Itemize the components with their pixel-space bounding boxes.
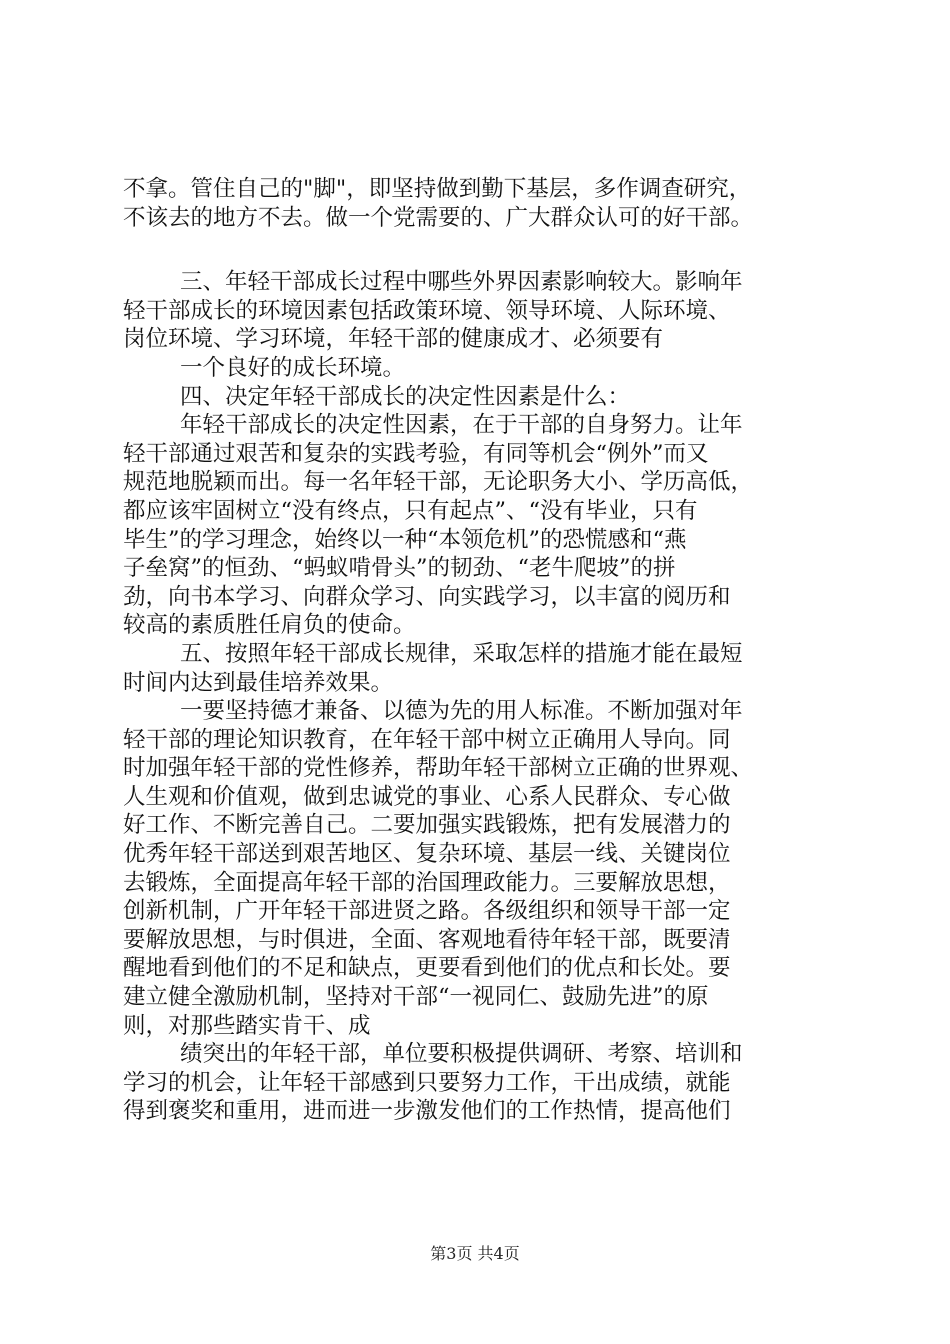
- section-heading-5: 五、按照年轻干部成长规律，采取怎样的措施才能在最短: [180, 640, 743, 667]
- text-line: 轻干部通过艰苦和复杂的实践考验，有同等机会“例外”而又: [123, 440, 709, 467]
- text-line: 创新机制，广开年轻干部进贤之路。各级组织和领导干部一定: [123, 898, 731, 925]
- text-line: 人生观和价值观，做到忠诚党的事业、心系人民群众、专心做: [123, 783, 731, 810]
- text-line: 一个良好的成长环境。: [180, 354, 406, 381]
- text-line: 好工作、不断完善自己。二要加强实践锻炼，把有发展潜力的: [123, 812, 731, 839]
- text-line: 绩突出的年轻干部，单位要积极提供调研、考察、培训和: [180, 1041, 743, 1068]
- text-line: 轻干部的理论知识教育，在年轻干部中树立正确用人导向。同: [123, 726, 731, 753]
- text-line: 时加强年轻干部的党性修养，帮助年轻干部树立正确的世界观、: [123, 755, 754, 782]
- text-line: 劲，向书本学习、向群众学习、向实践学习，以丰富的阅历和: [123, 583, 731, 610]
- text-line: 年轻干部成长的决定性因素，在于干部的自身努力。让年: [180, 412, 743, 439]
- text-line: 醒地看到他们的不足和缺点，更要看到他们的优点和长处。要: [123, 955, 731, 982]
- text-line: 时间内达到最佳培养效果。: [123, 669, 394, 696]
- text-line: 岗位环境、学习环境，年轻干部的健康成才、必须要有: [123, 326, 664, 353]
- text-line: 子垒窝”的恒劲、“蚂蚁啃骨头”的韧劲、“老牛爬坡”的拼: [123, 555, 676, 582]
- text-line: 不该去的地方不去。做一个党需要的、广大群众认可的好干部。: [123, 204, 754, 231]
- document-body: [123, 175, 833, 1126]
- text-line: 优秀年轻干部送到艰苦地区、复杂环境、基层一线、关键岗位: [123, 841, 731, 868]
- paragraph-gap: [123, 232, 833, 268]
- text-line: 规范地脱颖而出。每一名年轻干部，无论职务大小、学历高低，: [123, 469, 754, 496]
- text-line: 要解放思想，与时俱进，全面、客观地看待年轻干部，既要清: [123, 926, 731, 953]
- text-line: 轻干部成长的环境因素包括政策环境、领导环境、人际环境、: [123, 297, 731, 324]
- text-line: 学习的机会，让年轻干部感到只要努力工作，干出成绩，就能: [123, 1069, 731, 1096]
- text-line: 毕生”的学习理念，始终以一种“本领危机”的恐慌感和“燕: [123, 526, 687, 553]
- text-line: 建立健全激励机制，坚持对干部“一视同仁、鼓励先进”的原: [123, 984, 709, 1011]
- section-heading-4: 四、决定年轻干部成长的决定性因素是什么：: [180, 383, 631, 410]
- text-line: 都应该牢固树立“没有终点，只有起点”、“没有毕业，只有: [123, 497, 698, 524]
- text-line: 则，对那些踏实肯干、成: [123, 1012, 371, 1039]
- text-line: 得到褒奖和重用，进而进一步激发他们的工作热情，提高他们: [123, 1098, 731, 1125]
- text-line: 不拿。管住自己的"脚"，即坚持做到勤下基层，多作调查研究，: [123, 176, 752, 202]
- text-line: 一要坚持德才兼备、以德为先的用人标准。不断加强对年: [180, 698, 743, 725]
- text-line: 去锻炼，全面提高年轻干部的治国理政能力。三要解放思想，: [123, 869, 731, 896]
- section-heading-3: 三、年轻干部成长过程中哪些外界因素影响较大。影响年: [180, 269, 743, 296]
- page-number-footer: 第3页 共4页: [430, 1244, 520, 1263]
- text-line: 较高的素质胜任肩负的使命。: [123, 612, 416, 639]
